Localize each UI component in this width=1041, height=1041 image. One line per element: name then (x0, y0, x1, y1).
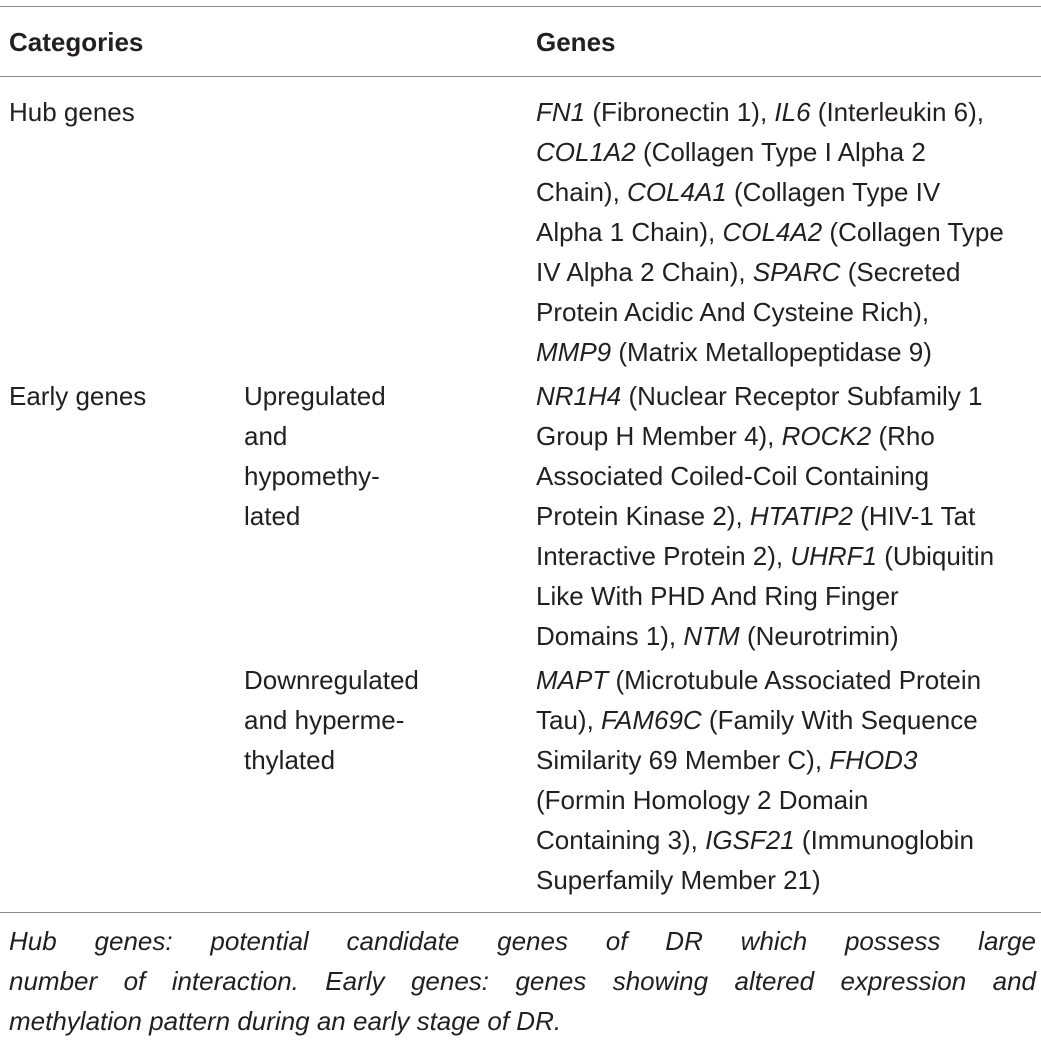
gene-symbol: NR1H4 (536, 381, 622, 411)
gene-description: (Family With Sequence (701, 705, 978, 735)
genes-line (536, 780, 1041, 820)
gene-symbol: MAPT (536, 665, 609, 695)
subcategory-line: lated (244, 501, 301, 531)
subcategory-line: Downregulated (244, 665, 419, 695)
gene-description: (Ubiquitin (877, 541, 995, 571)
row-early-down-subcategory (244, 660, 474, 780)
gene-symbol: MMP9 (536, 337, 612, 367)
footnote-line: methylation pattern during an early stage of DR. (9, 1006, 562, 1036)
table-bottom-rule (0, 912, 1041, 913)
genes-line (536, 252, 1041, 292)
gene-description: Interactive Protein 2), (536, 541, 791, 571)
gene-symbol: ROCK2 (781, 421, 872, 451)
gene-description: Containing 3), (536, 825, 706, 855)
footnote-line: Hub genes: potential candidate genes of DR which possess large (9, 926, 1036, 956)
table-footnote (9, 921, 1036, 1041)
gene-symbol: FHOD3 (829, 745, 918, 775)
gene-symbol: COL4A2 (722, 217, 823, 247)
gene-symbol: HTATIP2 (749, 501, 853, 531)
genes-line (536, 456, 1041, 496)
gene-symbol: NTM (683, 621, 740, 651)
gene-description: (Collagen Type IV (726, 177, 941, 207)
gene-description: Tau), (536, 705, 602, 735)
gene-symbol: FAM69C (601, 705, 702, 735)
gene-description: (Secreted (840, 257, 961, 287)
header-categories: Categories (9, 27, 144, 57)
genes-line (536, 860, 1041, 900)
gene-description: Chain), (536, 177, 628, 207)
row-early-up-subcategory (244, 376, 474, 536)
gene-symbol: UHRF1 (790, 541, 878, 571)
gene-description: (Matrix Metallopeptidase 9) (611, 337, 932, 367)
genes-line (536, 376, 1041, 416)
gene-description: Associated Coiled-Coil Containing (536, 461, 930, 491)
row-early-up-genes (536, 376, 1041, 656)
genes-line (536, 740, 1041, 780)
gene-description: (Interleukin 6), (810, 97, 984, 127)
gene-description: Protein Acidic And Cysteine Rich), (536, 297, 930, 327)
gene-description: Domains 1), (536, 621, 684, 651)
row-hub-genes (536, 92, 1041, 372)
row-early-down-genes (536, 660, 1041, 900)
row-hub-category: Hub genes (9, 97, 135, 127)
gene-symbol: IGSF21 (705, 825, 795, 855)
gene-description: (Formin Homology 2 Domain (536, 785, 869, 815)
gene-description: (Fibronectin 1), (585, 97, 775, 127)
gene-description: Like With PHD And Ring Finger (536, 581, 899, 611)
genes-line (536, 292, 1041, 332)
gene-description: Superfamily Member 21) (536, 865, 821, 895)
genes-line (536, 172, 1041, 212)
genes-line (536, 820, 1041, 860)
gene-description: (Nuclear Receptor Subfamily 1 (621, 381, 983, 411)
gene-symbol: IL6 (774, 97, 811, 127)
gene-description: (Neurotrimin) (739, 621, 899, 651)
subcategory-line: and (244, 421, 288, 451)
row-early-category: Early genes (9, 381, 147, 411)
subcategory-line: and hyperme- (244, 705, 405, 735)
gene-description: (Microtubule Associated Protein (608, 665, 982, 695)
gene-description: Group H Member 4), (536, 421, 782, 451)
subcategory-line: Upregulated (244, 381, 386, 411)
gene-description: (HIV-1 Tat (852, 501, 976, 531)
genes-line (536, 496, 1041, 536)
gene-symbol: FN1 (536, 97, 586, 127)
genes-line (536, 416, 1041, 456)
subcategory-line: thylated (244, 745, 336, 775)
table-top-rule (0, 6, 1041, 7)
gene-description: (Rho (871, 421, 935, 451)
gene-description: Similarity 69 Member C), (536, 745, 830, 775)
gene-description: Alpha 1 Chain), (536, 217, 723, 247)
gene-symbol: COL4A1 (627, 177, 727, 207)
gene-description: IV Alpha 2 Chain), (536, 257, 753, 287)
gene-description: (Immunoglobin (794, 825, 974, 855)
gene-description: (Collagen Type (822, 217, 1004, 247)
subcategory-line: hypomethy- (244, 461, 380, 491)
header-genes: Genes (536, 27, 616, 57)
gene-symbol: SPARC (752, 257, 841, 287)
gene-symbol: COL1A2 (536, 137, 636, 167)
table-header-rule (0, 76, 1041, 77)
genes-line (536, 332, 1041, 372)
gene-description: (Collagen Type I Alpha 2 (635, 137, 926, 167)
genes-line (536, 616, 1041, 656)
genes-line (536, 700, 1041, 740)
genes-line (536, 212, 1041, 252)
footnote-line: number of interaction. Early genes: genes showing altered expression and (9, 966, 1036, 996)
genes-line (536, 132, 1041, 172)
genes-line (536, 576, 1041, 616)
gene-description: Protein Kinase 2), (536, 501, 750, 531)
genes-line (536, 660, 1041, 700)
genes-line (536, 536, 1041, 576)
genes-line (536, 92, 1041, 132)
